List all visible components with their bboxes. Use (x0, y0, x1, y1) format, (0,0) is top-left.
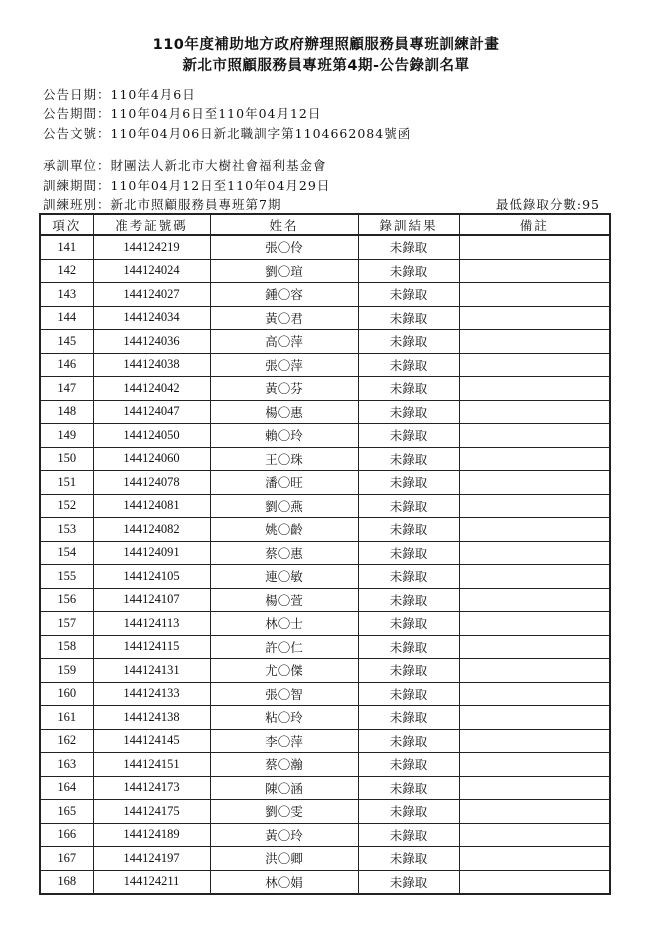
cell-no: 161 (40, 706, 93, 730)
cell-remark (459, 518, 610, 542)
page-subtitle: 新北市照顧服務員專班第4期-公告錄訓名單 (182, 58, 470, 74)
cell-remark (459, 353, 610, 377)
cell-remark (459, 306, 610, 330)
cell-name: 洪〇卿 (210, 847, 358, 871)
cell-result: 未錄取 (358, 870, 459, 894)
cell-result: 未錄取 (358, 565, 459, 589)
cell-no: 147 (40, 377, 93, 401)
cell-result: 未錄取 (358, 259, 459, 283)
cell-result: 未錄取 (358, 518, 459, 542)
cell-result: 未錄取 (358, 235, 459, 259)
cell-remark (459, 729, 610, 753)
cell-no: 150 (40, 447, 93, 471)
cell-no: 165 (40, 800, 93, 824)
cell-remark (459, 447, 610, 471)
cell-result: 未錄取 (358, 753, 459, 777)
cell-result: 未錄取 (358, 424, 459, 448)
cell-result: 未錄取 (358, 729, 459, 753)
table-row (40, 682, 610, 706)
cell-name: 黃〇芬 (210, 377, 358, 401)
cell-name: 賴〇玲 (210, 424, 358, 448)
table-row (40, 823, 610, 847)
cell-name: 楊〇萱 (210, 588, 358, 612)
cell-exam-id: 144124081 (93, 494, 210, 518)
cell-result: 未錄取 (358, 447, 459, 471)
cell-exam-id: 144124175 (93, 800, 210, 824)
cell-remark (459, 330, 610, 354)
table-row (40, 353, 610, 377)
table-row (40, 753, 610, 777)
table-row (40, 330, 610, 354)
cell-name: 王〇珠 (210, 447, 358, 471)
cell-exam-id: 144124145 (93, 729, 210, 753)
cell-no: 167 (40, 847, 93, 871)
cell-remark (459, 283, 610, 307)
cell-result: 未錄取 (358, 682, 459, 706)
cell-no: 141 (40, 235, 93, 259)
header-result: 錄訓結果 (358, 214, 459, 235)
cell-remark (459, 823, 610, 847)
cell-remark (459, 377, 610, 401)
cell-remark (459, 753, 610, 777)
announcement-date: 公告日期：110年4月6日 (43, 87, 196, 102)
training-class: 訓練班別：新北市照顧服務員專班第7期 (43, 197, 282, 212)
cell-no: 156 (40, 588, 93, 612)
cell-no: 160 (40, 682, 93, 706)
table-row (40, 659, 610, 683)
minimum-score: 最低錄取分數:95 (495, 197, 600, 212)
cell-no: 155 (40, 565, 93, 589)
cell-name: 劉〇雯 (210, 800, 358, 824)
table-row (40, 635, 610, 659)
table-row (40, 377, 610, 401)
cell-result: 未錄取 (358, 494, 459, 518)
cell-remark (459, 800, 610, 824)
cell-exam-id: 144124042 (93, 377, 210, 401)
cell-exam-id: 144124038 (93, 353, 210, 377)
table-row (40, 870, 610, 894)
table-row (40, 235, 610, 259)
table-row (40, 729, 610, 753)
table-row (40, 447, 610, 471)
cell-no: 148 (40, 400, 93, 424)
cell-remark (459, 870, 610, 894)
table-body (40, 235, 610, 894)
cell-name: 劉〇瑄 (210, 259, 358, 283)
table-row (40, 518, 610, 542)
cell-exam-id: 144124113 (93, 612, 210, 636)
cell-name: 粘〇玲 (210, 706, 358, 730)
cell-exam-id: 144124034 (93, 306, 210, 330)
cell-no: 159 (40, 659, 93, 683)
cell-exam-id: 144124024 (93, 259, 210, 283)
table-row (40, 424, 610, 448)
cell-no: 152 (40, 494, 93, 518)
header-remark: 備註 (459, 214, 610, 235)
table-row (40, 306, 610, 330)
cell-exam-id: 144124189 (93, 823, 210, 847)
cell-name: 劉〇燕 (210, 494, 358, 518)
cell-result: 未錄取 (358, 306, 459, 330)
cell-result: 未錄取 (358, 635, 459, 659)
cell-exam-id: 144124131 (93, 659, 210, 683)
cell-no: 164 (40, 776, 93, 800)
cell-name: 黃〇玲 (210, 823, 358, 847)
cell-exam-id: 144124091 (93, 541, 210, 565)
cell-name: 楊〇惠 (210, 400, 358, 424)
cell-result: 未錄取 (358, 612, 459, 636)
cell-name: 連〇敏 (210, 565, 358, 589)
cell-no: 158 (40, 635, 93, 659)
cell-result: 未錄取 (358, 400, 459, 424)
table-row (40, 400, 610, 424)
cell-result: 未錄取 (358, 800, 459, 824)
training-organizer: 承訓單位：財團法人新北市大樹社會福利基金會 (43, 158, 327, 173)
announcement-doc-number: 公告文號：110年04月06日新北職訓字第1104662084號函 (43, 126, 412, 141)
cell-remark (459, 682, 610, 706)
cell-no: 153 (40, 518, 93, 542)
cell-exam-id: 144124219 (93, 235, 210, 259)
cell-remark (459, 235, 610, 259)
table-row (40, 612, 610, 636)
cell-result: 未錄取 (358, 283, 459, 307)
cell-name: 李〇萍 (210, 729, 358, 753)
cell-name: 鍾〇容 (210, 283, 358, 307)
cell-name: 蔡〇瀚 (210, 753, 358, 777)
cell-name: 張〇智 (210, 682, 358, 706)
roster-table (39, 213, 611, 895)
cell-name: 姚〇齡 (210, 518, 358, 542)
cell-no: 142 (40, 259, 93, 283)
table-row (40, 494, 610, 518)
cell-no: 144 (40, 306, 93, 330)
cell-result: 未錄取 (358, 706, 459, 730)
cell-no: 146 (40, 353, 93, 377)
cell-remark (459, 612, 610, 636)
cell-exam-id: 144124211 (93, 870, 210, 894)
cell-remark (459, 400, 610, 424)
table-row (40, 706, 610, 730)
cell-exam-id: 144124151 (93, 753, 210, 777)
table-row (40, 259, 610, 283)
page-title: 110年度補助地方政府辦理照顧服務員專班訓練計畫 (152, 37, 500, 53)
cell-result: 未錄取 (358, 330, 459, 354)
cell-no: 154 (40, 541, 93, 565)
cell-exam-id: 144124107 (93, 588, 210, 612)
cell-result: 未錄取 (358, 847, 459, 871)
cell-no: 162 (40, 729, 93, 753)
header-exam-id: 准考証號碼 (93, 214, 210, 235)
cell-no: 143 (40, 283, 93, 307)
cell-result: 未錄取 (358, 541, 459, 565)
cell-no: 151 (40, 471, 93, 495)
header-no: 項次 (40, 214, 93, 235)
cell-name: 張〇萍 (210, 353, 358, 377)
cell-remark (459, 635, 610, 659)
cell-name: 陳〇涵 (210, 776, 358, 800)
table-row (40, 588, 610, 612)
cell-name: 高〇萍 (210, 330, 358, 354)
cell-no: 163 (40, 753, 93, 777)
cell-name: 張〇伶 (210, 235, 358, 259)
cell-exam-id: 144124050 (93, 424, 210, 448)
table-header-row (40, 214, 610, 235)
cell-exam-id: 144124197 (93, 847, 210, 871)
cell-exam-id: 144124082 (93, 518, 210, 542)
cell-result: 未錄取 (358, 588, 459, 612)
cell-exam-id: 144124133 (93, 682, 210, 706)
cell-remark (459, 565, 610, 589)
cell-no: 149 (40, 424, 93, 448)
cell-remark (459, 541, 610, 565)
cell-name: 許〇仁 (210, 635, 358, 659)
announcement-period: 公告期間：110年04月6日至110年04月12日 (43, 106, 322, 121)
cell-result: 未錄取 (358, 823, 459, 847)
header-name: 姓名 (210, 214, 358, 235)
cell-exam-id: 144124115 (93, 635, 210, 659)
cell-result: 未錄取 (358, 659, 459, 683)
table-row (40, 847, 610, 871)
cell-name: 尤〇傑 (210, 659, 358, 683)
cell-exam-id: 144124078 (93, 471, 210, 495)
table-row (40, 800, 610, 824)
cell-remark (459, 471, 610, 495)
cell-exam-id: 144124060 (93, 447, 210, 471)
cell-name: 黃〇君 (210, 306, 358, 330)
cell-result: 未錄取 (358, 776, 459, 800)
cell-result: 未錄取 (358, 353, 459, 377)
cell-remark (459, 706, 610, 730)
table-row (40, 565, 610, 589)
table-row (40, 776, 610, 800)
cell-exam-id: 144124027 (93, 283, 210, 307)
cell-remark (459, 494, 610, 518)
cell-name: 林〇士 (210, 612, 358, 636)
cell-remark (459, 259, 610, 283)
cell-no: 157 (40, 612, 93, 636)
cell-exam-id: 144124036 (93, 330, 210, 354)
cell-name: 林〇娟 (210, 870, 358, 894)
cell-name: 潘〇旺 (210, 471, 358, 495)
cell-remark (459, 776, 610, 800)
cell-remark (459, 588, 610, 612)
cell-remark (459, 424, 610, 448)
cell-result: 未錄取 (358, 471, 459, 495)
cell-exam-id: 144124047 (93, 400, 210, 424)
table-row (40, 471, 610, 495)
cell-no: 145 (40, 330, 93, 354)
cell-exam-id: 144124105 (93, 565, 210, 589)
cell-exam-id: 144124138 (93, 706, 210, 730)
table-row (40, 541, 610, 565)
cell-remark (459, 847, 610, 871)
cell-no: 166 (40, 823, 93, 847)
cell-exam-id: 144124173 (93, 776, 210, 800)
cell-name: 蔡〇惠 (210, 541, 358, 565)
training-period: 訓練期間：110年04月12日至110年04月29日 (43, 178, 331, 193)
cell-result: 未錄取 (358, 377, 459, 401)
table-row (40, 283, 610, 307)
cell-remark (459, 659, 610, 683)
cell-no: 168 (40, 870, 93, 894)
